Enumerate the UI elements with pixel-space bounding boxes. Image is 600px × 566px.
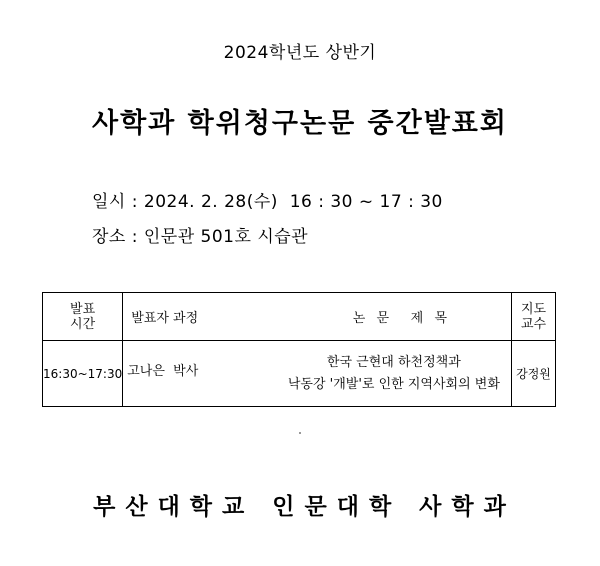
schedule-table (42, 292, 556, 407)
table-header-row (43, 293, 556, 341)
row-thesis-title (283, 341, 512, 407)
header-time (43, 293, 123, 341)
row-time: 16:30~17:30 (43, 341, 123, 407)
header-thesis-title: 논 문 제 목 (283, 293, 512, 341)
event-date: 일시 : 2024. 2. 28(수) 16 : 30 ~ 17 : 30 (92, 192, 443, 212)
header-time-line1: 발표 (70, 301, 96, 317)
header-presenter: 발표자 과정 (123, 293, 283, 341)
row-advisor: 강정원 (512, 341, 556, 407)
row-presenter-text: 고나은 박사 (127, 364, 199, 379)
event-title: 사학과 학위청구논문 중간발표회 (92, 108, 508, 139)
table-row (43, 341, 556, 407)
row-thesis-title-line1: 한국 근현대 하천정책과 (326, 354, 461, 370)
stray-dot (299, 432, 301, 434)
row-presenter (123, 341, 283, 407)
event-subtitle: 2024학년도 상반기 (223, 43, 377, 63)
header-time-line2: 시간 (70, 316, 96, 332)
header-advisor-line1: 지도 (520, 301, 547, 317)
header-advisor-line2: 교수 (520, 316, 547, 332)
row-thesis-title-line2: 낙동강 '개발'로 인한 지역사회의 변화 (287, 376, 500, 392)
organization-footer: 부 산 대 학 교 인 문 대 학 사 학 과 (93, 494, 507, 520)
header-advisor (512, 293, 556, 341)
event-place: 장소 : 인문관 501호 시습관 (92, 227, 309, 247)
